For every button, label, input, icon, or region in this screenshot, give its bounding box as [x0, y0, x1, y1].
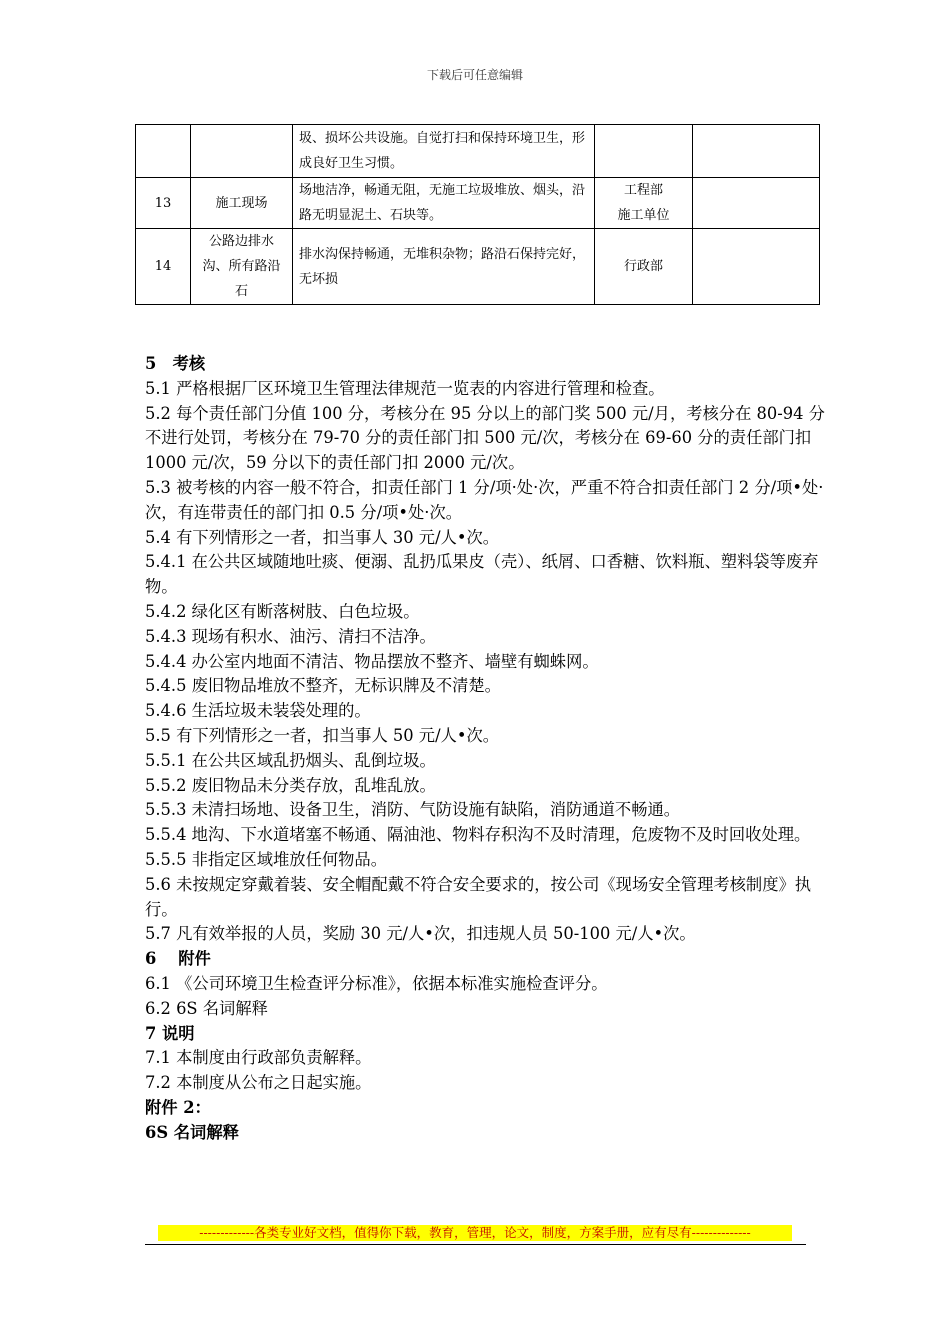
paragraph: 5.5.4 地沟、下水道堵塞不畅通、隔油池、物料存积沟不及时清理，危废物不及时回收处理。: [145, 825, 811, 845]
cell-area: [191, 125, 293, 178]
paragraph: 5.6 未按规定穿戴着装、安全帽配戴不符合安全要求的，按公司《现场安全管理考核制度》执行。: [145, 874, 812, 919]
paragraph: 5.2 每个责任部门分值 100 分，考核分在 95 分以上的部门奖 500 元/月，考核分在 80-94 分不进行处罚，考核分在 79-70 分的责任部门扣 500 元/次，考核分在 69-60 分的责任部门扣 1000 元/次，59 分以下的责任部门扣 2000 元/次。: [145, 403, 825, 473]
paragraph: 5.1 严格根据厂区环境卫生管理法律规范一览表的内容进行管理和检查。: [145, 378, 665, 398]
paragraph: 5.3 被考核的内容一般不符合，扣责任部门 1 分/项·处·次，严重不符合扣责任部门 2 分/项•处·次，有连带责任的部门扣 0.5 分/项•处·次。: [145, 477, 824, 522]
attachment-heading: 附件 2：: [145, 1097, 211, 1117]
page-header: 下载后可任意编辑: [426, 68, 523, 82]
cell-no: 13: [136, 178, 191, 229]
paragraph: 5.4.3 现场有积水、油污、清扫不洁净。: [145, 626, 436, 646]
paragraph: 5.4.5 废旧物品堆放不整齐，无标识牌及不清楚。: [145, 676, 501, 696]
paragraph: 5.5.2 废旧物品未分类存放，乱堆乱放。: [145, 775, 436, 795]
section-heading: 6 附件: [145, 949, 211, 969]
responsibility-table: [135, 124, 820, 305]
paragraph: 6.2 6S 名词解释: [145, 998, 268, 1018]
cell-dept: 行政部: [595, 229, 693, 305]
cell-requirement: 场地洁净，畅通无阻，无施工垃圾堆放、烟头，沿路无明显泥土、石块等。: [293, 178, 595, 229]
footer-divider: [145, 1244, 806, 1245]
table-row: [136, 229, 820, 305]
cell-requirement: 排水沟保持畅通，无堆积杂物；路沿石保持完好，无坏损: [293, 229, 595, 305]
paragraph: 7.1 本制度由行政部负责解释。: [145, 1048, 372, 1068]
document-body: [145, 352, 835, 1146]
paragraph: 5.5 有下列情形之一者，扣当事人 50 元/人•次。: [145, 725, 500, 745]
cell-note: [693, 229, 820, 305]
footer-banner: -------------各类专业好文档，值得你下载，教育，管理，论文，制度，方案手册，应有尽有--------------: [158, 1225, 792, 1241]
paragraph: 5.4.4 办公室内地面不清洁、物品摆放不整齐、墙壁有蜘蛛网。: [145, 651, 599, 671]
cell-no: 14: [136, 229, 191, 305]
cell-area: 施工现场: [191, 178, 293, 229]
section-heading: 5 考核: [145, 354, 206, 373]
cell-dept: 工程部 施工单位: [595, 178, 693, 229]
paragraph: 5.4 有下列情形之一者，扣当事人 30 元/人•次。: [145, 527, 500, 547]
paragraph: 5.5.3 未清扫场地、设备卫生，消防、气防设施有缺陷，消防通道不畅通。: [145, 800, 681, 820]
table-row: [136, 125, 820, 178]
cell-area: 公路边排水沟、所有路沿石: [191, 229, 293, 305]
cell-note: [693, 178, 820, 229]
paragraph: 5.7 凡有效举报的人员，奖励 30 元/人•次，扣违规人员 50-100 元/人•次。: [145, 924, 696, 944]
paragraph: 7.2 本制度从公布之日起实施。: [145, 1073, 372, 1093]
paragraph: 6.1 《公司环境卫生检查评分标准》，依据本标准实施检查评分。: [145, 973, 608, 993]
table-row: [136, 178, 820, 229]
cell-note: [693, 125, 820, 178]
cell-requirement: 圾、损坏公共设施。自觉打扫和保持环境卫生，形成良好卫生习惯。: [293, 125, 595, 178]
cell-dept: [595, 125, 693, 178]
paragraph: 5.5.1 在公共区域乱扔烟头、乱倒垃圾。: [145, 750, 436, 770]
paragraph: 5.4.2 绿化区有断落树肢、白色垃圾。: [145, 601, 420, 621]
section-heading: 7 说明: [145, 1023, 195, 1043]
paragraph: 5.5.5 非指定区域堆放任何物品。: [145, 849, 387, 869]
cell-no: [136, 125, 191, 178]
paragraph: 5.4.6 生活垃圾未装袋处理的。: [145, 701, 371, 721]
paragraph: 5.4.1 在公共区域随地吐痰、便溺、乱扔瓜果皮（壳）、纸屑、口香糖、饮料瓶、塑料袋等废弃物。: [145, 552, 819, 597]
attachment-subtitle: 6S 名词解释: [145, 1122, 239, 1142]
